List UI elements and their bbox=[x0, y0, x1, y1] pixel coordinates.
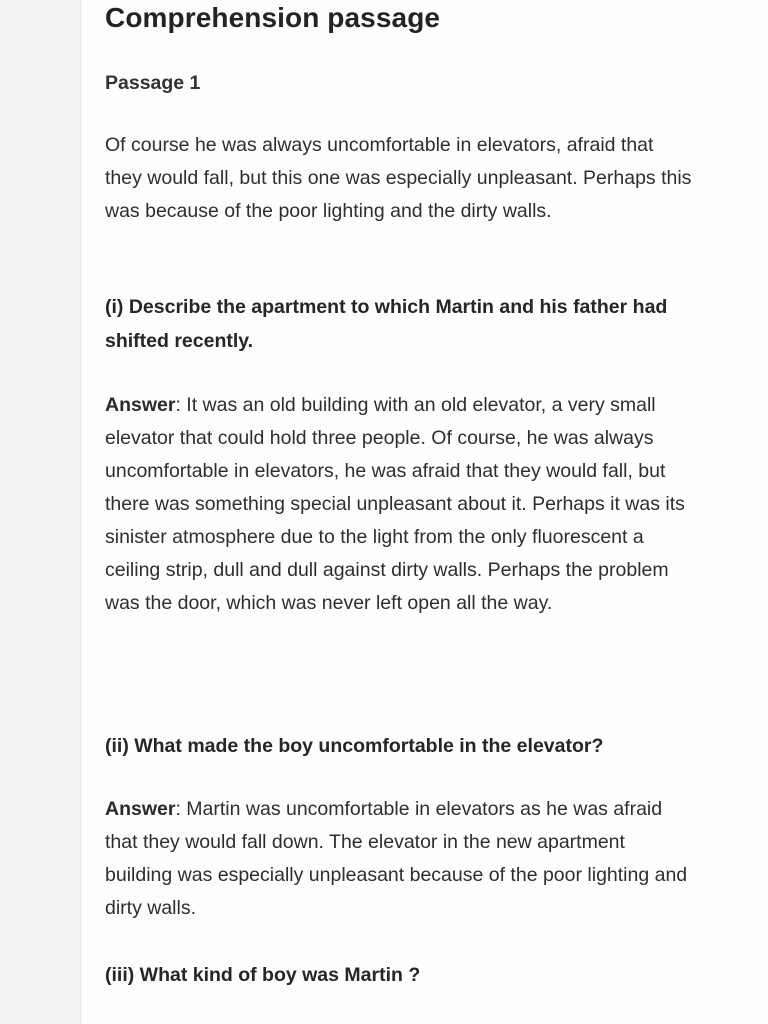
answer-2-text: Martin was uncomfortable in elevators as he was afraid that they would fall down. The elevator in the new apartment building was especially unpleasant because of the poor lighting and dirty walls. bbox=[105, 798, 688, 919]
answer-1: Answer: It was an old building with an old elevator, a very small elevator that could hold three people. Of course, he was always uncomfortable in elevators, he was afraid that they would fall, but there was something special unpleasant about it. Perhaps it was its sinister atmosphere due to the light from the only fluorescent a ceiling strip, dull and dull against dirty walls. Perhaps the problem was the door, which was never left open all the way. bbox=[105, 394, 685, 614]
question-2: (ii) What made the boy uncomfortable in the elevator? bbox=[105, 735, 604, 757]
answer-label: Answer bbox=[105, 798, 176, 820]
passage-label: Passage 1 bbox=[105, 72, 201, 94]
left-margin bbox=[0, 0, 80, 1024]
question-1: (i) Describe the apartment to which Martin and his father had shifted recently. bbox=[105, 296, 668, 352]
question-3: (iii) What kind of boy was Martin ? bbox=[105, 964, 421, 986]
answer-1-text: It was an old building with an old elevator, a very small elevator that could hold three people. Of course, he was always uncomfortable in elevators, he was afraid that they would fall, but there was something special unpleasant about it. Perhaps it was its sinister atmosphere due to the light from the only fluorescent a ceiling strip, dull and dull against dirty walls. Perhaps the problem was the door, which was never left open all the way. bbox=[105, 394, 685, 614]
margin-divider bbox=[80, 0, 81, 1024]
passage-text: Of course he was always uncomfortable in elevators, afraid that they would fall, but this one was especially unpleasant. Perhaps this was because of the poor lighting and the dirty walls. bbox=[105, 134, 692, 222]
answer-label: Answer bbox=[105, 394, 176, 416]
answer-2: Answer: Martin was uncomfortable in elevators as he was afraid that they would fall down. The elevator in the new apartment building was especially unpleasant because of the poor lighting and dirty walls. bbox=[105, 798, 688, 919]
page-title: Comprehension passage bbox=[105, 2, 441, 33]
